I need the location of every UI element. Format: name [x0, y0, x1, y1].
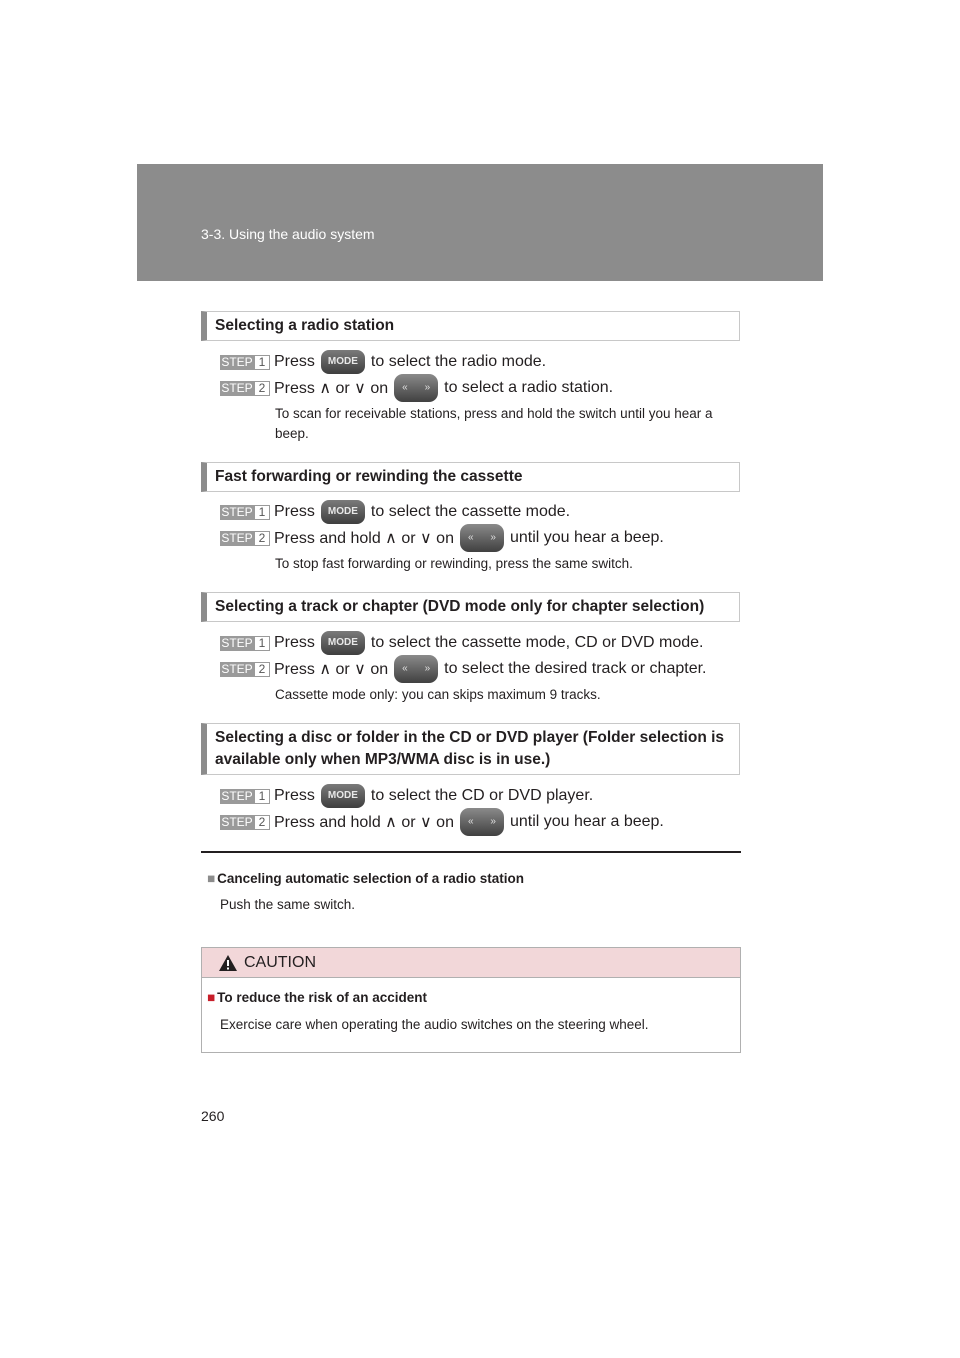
divider — [201, 851, 741, 853]
section-title-radio-station: Selecting a radio station — [201, 311, 740, 341]
step-text-pre: Press — [274, 787, 315, 804]
square-bullet-icon: ■ — [207, 871, 216, 886]
step-badge: STEP 2 — [220, 381, 270, 396]
step-row — [220, 352, 546, 372]
warning-triangle-icon — [218, 954, 238, 972]
step-note: To scan for receivable stations, press and hold the switch until you hear a beep. — [275, 406, 713, 441]
step-note: To stop fast forwarding or rewinding, press the same switch. — [275, 556, 633, 571]
section-title-disc-folder: Selecting a disc or folder in the CD or DVD player (Folder selection is available only when MP3/WMA disc is in use.) — [201, 723, 740, 775]
step-text-pre: Press and hold ∧ or ∨ on — [274, 530, 454, 547]
canceling-heading: ■ Canceling automatic selection of a radio station — [207, 871, 524, 886]
mode-button-icon: MODE — [321, 631, 365, 655]
caution-title: CAUTION — [244, 953, 316, 971]
step-row — [220, 786, 593, 806]
section-breadcrumb: 3-3. Using the audio system — [201, 226, 375, 242]
step-text-pre: Press — [274, 503, 315, 520]
caution-header — [202, 948, 740, 978]
step-badge: STEP 1 — [220, 355, 270, 370]
step-row — [220, 812, 664, 832]
step-text-pre: Press ∧ or ∨ on — [274, 661, 389, 678]
step-row — [220, 378, 613, 398]
mode-button-icon: MODE — [321, 784, 365, 808]
step-text-pre: Press — [274, 634, 315, 651]
step-text-post: until you hear a beep. — [509, 529, 664, 546]
mode-button-icon: MODE — [321, 350, 365, 374]
step-badge: STEP 1 — [220, 636, 270, 651]
step-row — [220, 528, 664, 548]
step-badge: STEP 2 — [220, 531, 270, 546]
mode-button-icon: MODE — [321, 500, 365, 524]
step-row — [220, 633, 704, 653]
caution-box — [201, 947, 741, 1053]
seek-switch-icon: « » — [460, 524, 504, 552]
seek-switch-icon: « » — [460, 808, 504, 836]
step-text-post: until you hear a beep. — [509, 813, 664, 830]
step-text-post: to select the cassette mode, CD or DVD mode. — [370, 634, 704, 651]
step-note: Cassette mode only: you can skips maximum 9 tracks. — [275, 687, 601, 702]
step-badge: STEP 2 — [220, 662, 270, 677]
caution-body: Exercise care when operating the audio switches on the steering wheel. — [220, 1017, 649, 1032]
step-text-pre: Press — [274, 353, 315, 370]
header-band — [137, 164, 823, 281]
section-title-cassette: Fast forwarding or rewinding the cassette — [201, 462, 740, 492]
square-bullet-icon: ■ — [207, 990, 216, 1005]
step-text-post: to select the desired track or chapter. — [444, 660, 707, 677]
caution-heading: ■ To reduce the risk of an accident — [207, 990, 427, 1005]
step-text-post: to select the CD or DVD player. — [370, 787, 594, 804]
canceling-body: Push the same switch. — [220, 897, 356, 912]
step-text-pre: Press and hold ∧ or ∨ on — [274, 814, 454, 831]
step-row — [220, 659, 706, 679]
seek-switch-icon: « » — [394, 655, 438, 683]
seek-switch-icon: « » — [394, 374, 438, 402]
step-text-post: to select the cassette mode. — [370, 503, 571, 520]
section-title-track-chapter: Selecting a track or chapter (DVD mode only for chapter selection) — [201, 592, 740, 622]
step-text-post: to select the radio mode. — [370, 353, 547, 370]
page-number: 260 — [201, 1108, 225, 1124]
step-badge: STEP 1 — [220, 505, 270, 520]
step-text-post: to select a radio station. — [444, 379, 614, 396]
step-row — [220, 502, 570, 522]
step-badge: STEP 2 — [220, 815, 270, 830]
step-text-pre: Press ∧ or ∨ on — [274, 380, 389, 397]
step-badge: STEP 1 — [220, 789, 270, 804]
